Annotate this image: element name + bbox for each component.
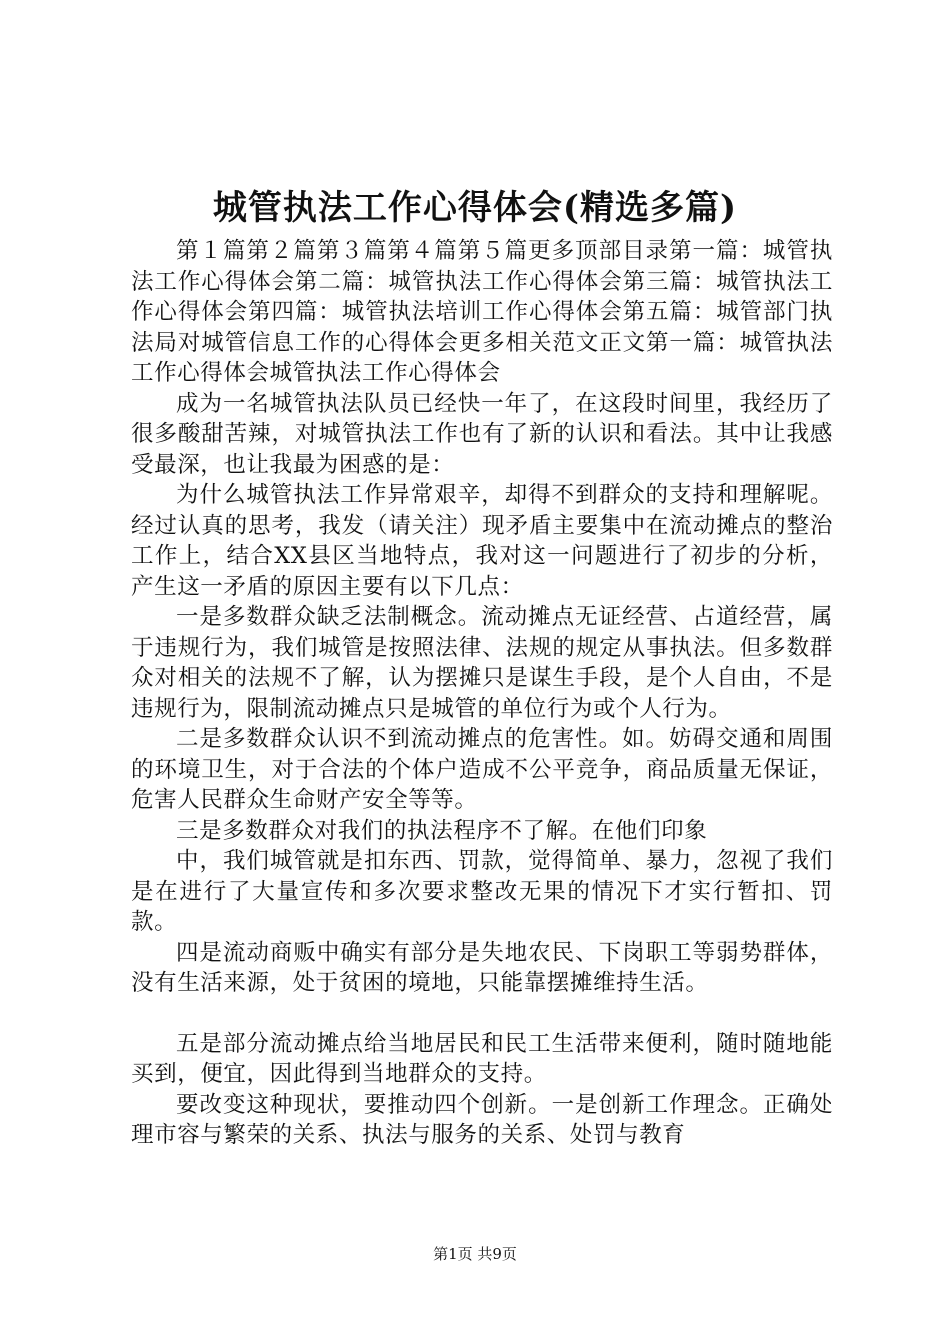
page-indicator: 第1页 共9页: [433, 1245, 517, 1263]
paragraph-intro: 成为一名城管执法队员已经快一年了，在这段时间里，我经历了很多酸甜苦辣，对城管执法工作也有了新的认识和看法。其中让我感受最深，也让我最为困惑的是：: [131, 390, 833, 478]
paragraph-point-one: 一是多数群众缺乏法制概念。流动摊点无证经营、占道经营，属于违规行为，我们城管是按照法律、法规的规定从事执法。但多数群众对相关的法规不了解，认为摆摊只是谋生手段，是个人自由，不是违规行为，限制流动摊点只是城管的单位行为或个人行为。: [131, 604, 833, 722]
paragraph-toc: 第１篇第２篇第３篇第４篇第５篇更多顶部目录第一篇：城管执法工作心得体会第二篇：城管执法工作心得体会第三篇：城管执法工作心得体会第四篇：城管执法培训工作心得体会第五篇：城管部门执法局对城管信息工作的心得体会更多相关范文正文第一篇：城管执法工作心得体会城管执法工作心得体会: [131, 238, 833, 386]
paragraph-point-five: 五是部分流动摊点给当地居民和民工生活带来便利，随时随地能买到，便宜，因此得到当地群众的支持。: [131, 1030, 833, 1087]
document-body: [131, 236, 833, 1151]
paragraph-point-three: 三是多数群众对我们的执法程序不了解。在他们印象: [176, 817, 708, 844]
paragraph-question: 为什么城管执法工作异常艰辛，却得不到群众的支持和理解呢。经过认真的思考，我发（请关注）现矛盾主要集中在流动摊点的整治工作上，结合XX县区当地特点，我对这一问题进行了初步的分析，产生这一矛盾的原因主要有以下几点：: [131, 482, 833, 600]
paragraph-point-two: 二是多数群众认识不到流动摊点的危害性。如。妨碍交通和周围的环境卫生，对于合法的个体户造成不公平竞争，商品质量无保证，危害人民群众生命财产安全等等。: [131, 726, 833, 813]
paragraph-point-three-cont: 中，我们城管就是扣东西、罚款，觉得简单、暴力，忽视了我们是在进行了大量宣传和多次要求整改无果的情况下才实行暂扣、罚款。: [131, 848, 833, 935]
paragraph-innovation: 要改变这种现状，要推动四个创新。一是创新工作理念。正确处理市容与繁荣的关系、执法与服务的关系、处罚与教育: [131, 1091, 833, 1148]
paragraph-point-four: 四是流动商贩中确实有部分是失地农民、下岗职工等弱势群体，没有生活来源，处于贫困的境地，只能靠摆摊维持生活。: [131, 939, 833, 996]
document-title: 城管执法工作心得体会(精选多篇): [212, 188, 738, 228]
